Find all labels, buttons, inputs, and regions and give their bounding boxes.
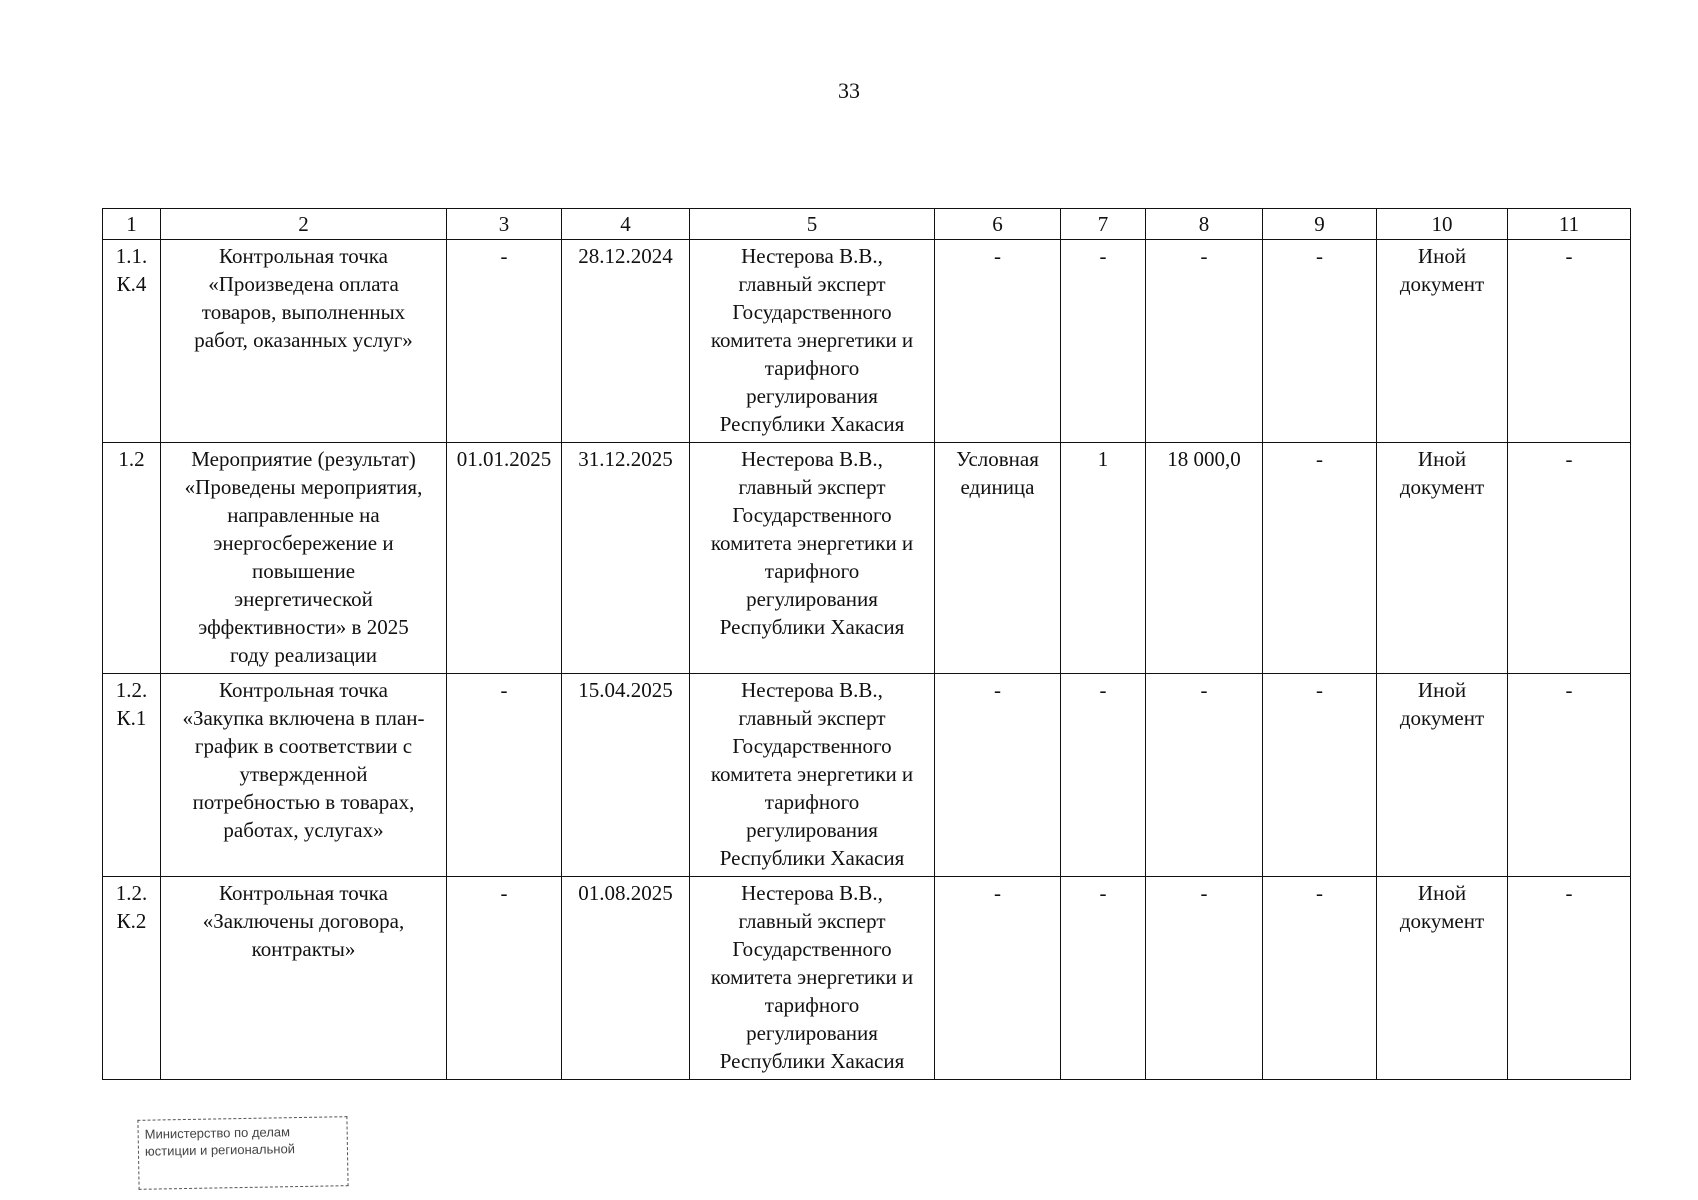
header-cell: 5 — [690, 209, 935, 240]
cell-responsible: Нестерова В.В., главный эксперт Государственного комитета энергетики и тарифного регулирования Республики Хакасия — [690, 674, 935, 877]
header-cell: 2 — [161, 209, 447, 240]
cell-col11: - — [1508, 674, 1631, 877]
cell-responsible: Нестерова В.В., главный эксперт Государственного комитета энергетики и тарифного регулирования Республики Хакасия — [690, 240, 935, 443]
header-cell: 10 — [1377, 209, 1508, 240]
cell-number: 1.2. К.2 — [103, 877, 161, 1080]
stamp-line: Министерство по делам — [144, 1124, 291, 1142]
cell-end-date: 31.12.2025 — [562, 443, 690, 674]
cell-document-type: Иной документ — [1377, 877, 1508, 1080]
cell-document-type: Иной документ — [1377, 443, 1508, 674]
cell-col9: - — [1263, 240, 1377, 443]
cell-amount: - — [1146, 674, 1263, 877]
header-row — [103, 209, 1631, 240]
header-cell: 9 — [1263, 209, 1377, 240]
cell-start-date: - — [447, 674, 562, 877]
header-cell: 6 — [935, 209, 1061, 240]
cell-start-date: - — [447, 877, 562, 1080]
cell-name: Контрольная точка «Закупка включена в план- график в соответствии с утвержденной потребностью в товарах, работах, услугах» — [161, 674, 447, 877]
cell-unit: - — [935, 877, 1061, 1080]
cell-document-type: Иной документ — [1377, 674, 1508, 877]
table-row — [103, 240, 1631, 443]
cell-responsible: Нестерова В.В., главный эксперт Государственного комитета энергетики и тарифного регулирования Республики Хакасия — [690, 443, 935, 674]
table-row — [103, 443, 1631, 674]
cell-col9: - — [1263, 674, 1377, 877]
cell-number: 1.2. К.1 — [103, 674, 161, 877]
cell-col9: - — [1263, 443, 1377, 674]
header-cell: 11 — [1508, 209, 1631, 240]
table-row — [103, 674, 1631, 877]
stamp-line: юстиции и региональной — [144, 1141, 296, 1159]
cell-name: Мероприятие (результат) «Проведены мероприятия, направленные на энергосбережение и повышение энергетической эффективности» в 2025 году реализации — [161, 443, 447, 674]
cell-name: Контрольная точка «Заключены договора, контракты» — [161, 877, 447, 1080]
page-number: 33 — [838, 78, 860, 103]
cell-col11: - — [1508, 877, 1631, 1080]
document-table — [102, 208, 1631, 1080]
cell-number: 1.2 — [103, 443, 161, 674]
cell-value: - — [1061, 674, 1146, 877]
cell-end-date: 01.08.2025 — [562, 877, 690, 1080]
header-cell: 1 — [103, 209, 161, 240]
header-cell: 3 — [447, 209, 562, 240]
cell-col11: - — [1508, 240, 1631, 443]
cell-value: 1 — [1061, 443, 1146, 674]
header-cell: 7 — [1061, 209, 1146, 240]
cell-unit: Условная единица — [935, 443, 1061, 674]
cell-unit: - — [935, 240, 1061, 443]
cell-amount: - — [1146, 240, 1263, 443]
header-cell: 8 — [1146, 209, 1263, 240]
cell-col11: - — [1508, 443, 1631, 674]
table-body — [103, 240, 1631, 1080]
cell-amount: 18 000,0 — [1146, 443, 1263, 674]
cell-col9: - — [1263, 877, 1377, 1080]
cell-document-type: Иной документ — [1377, 240, 1508, 443]
cell-name: Контрольная точка «Произведена оплата товаров, выполненных работ, оказанных услуг» — [161, 240, 447, 443]
cell-responsible: Нестерова В.В., главный эксперт Государственного комитета энергетики и тарифного регулирования Республики Хакасия — [690, 877, 935, 1080]
table-row — [103, 877, 1631, 1080]
registration-stamp — [137, 1116, 348, 1190]
cell-end-date: 15.04.2025 — [562, 674, 690, 877]
cell-number: 1.1. К.4 — [103, 240, 161, 443]
cell-start-date: - — [447, 240, 562, 443]
header-cell: 4 — [562, 209, 690, 240]
cell-value: - — [1061, 877, 1146, 1080]
cell-value: - — [1061, 240, 1146, 443]
cell-amount: - — [1146, 877, 1263, 1080]
cell-end-date: 28.12.2024 — [562, 240, 690, 443]
cell-unit: - — [935, 674, 1061, 877]
cell-start-date: 01.01.2025 — [447, 443, 562, 674]
